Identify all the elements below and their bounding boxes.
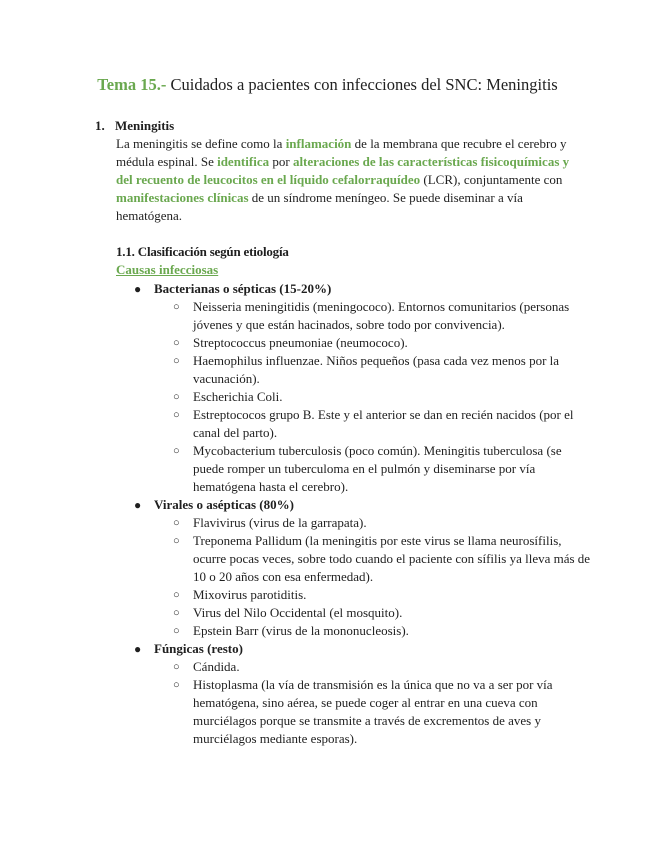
list-item <box>173 676 593 748</box>
list-item-text: Epstein Barr (virus de la mononucleosis). <box>193 623 409 638</box>
category-label: Virales o asépticas (80%) <box>154 497 294 512</box>
list-item-text: Estreptococos grupo B. Este y el anterior se dan en recién nacidos (por el canal del parto). <box>193 407 574 440</box>
subsection-heading: 1.1. Clasificación según etiología <box>116 244 289 259</box>
category-label: Bacterianas o sépticas (15-20%) <box>154 281 332 296</box>
para-highlight: manifestaciones clínicas <box>116 190 249 205</box>
bullet-icon: ● <box>134 642 142 656</box>
section-heading-text: Meningitis <box>115 118 175 133</box>
list-item-text: Mycobacterium tuberculosis (poco común). Meningitis tuberculosa (se puede romper un tuberculoma en el pulmón y diseminarse por vía hematógena hasta el cerebro). <box>193 443 562 494</box>
para-text: de un síndrome meníngeo. Se puede diseminar a vía hematógena. <box>116 190 523 223</box>
list-item-text: Mixovirus parotiditis. <box>193 587 307 602</box>
category-fungicas <box>134 640 243 658</box>
circle-bullet-icon: ○ <box>173 625 180 637</box>
para-highlight: inflamación <box>285 136 352 151</box>
list-item-text: Haemophilus influenzae. Niños pequeños (pasa cada vez menos por la vacunación). <box>193 353 560 386</box>
list-item-text: Histoplasma (la vía de transmisión es la única que no va a ser por vía hematógena, sino aérea, se puede coger al entrar en una cueva con murciélagos porque se transmite a través de excrementos de aves y murciélagos mediante esporas). <box>193 677 553 746</box>
category-virales <box>134 496 294 514</box>
section-heading-meningitis <box>95 118 174 134</box>
circle-bullet-icon: ○ <box>173 337 180 349</box>
list-item <box>173 514 593 532</box>
list-item <box>173 586 593 604</box>
list-item-text: Flavivirus (virus de la garrapata). <box>193 515 367 530</box>
circle-bullet-icon: ○ <box>173 589 180 601</box>
circle-bullet-icon: ○ <box>173 301 180 313</box>
list-item <box>173 532 593 586</box>
definition-paragraph <box>116 135 586 225</box>
page-title <box>0 75 655 95</box>
causas-infecciosas-heading: Causas infecciosas <box>116 262 219 277</box>
para-text: por <box>269 154 293 169</box>
list-item <box>173 352 593 388</box>
bullet-icon: ● <box>134 282 142 296</box>
list-item <box>173 604 593 622</box>
circle-bullet-icon: ○ <box>173 445 180 457</box>
circle-bullet-icon: ○ <box>173 355 180 367</box>
title-text: Cuidados a pacientes con infecciones del SNC: Meningitis <box>166 75 558 94</box>
list-item <box>173 622 593 640</box>
circle-bullet-icon: ○ <box>173 661 180 673</box>
para-highlight: alteraciones de las características fisicoquímicas y del recuento de leucocitos en el líquido cefalorraquídeo <box>116 154 570 187</box>
section-number: 1. <box>95 118 105 133</box>
para-text: La meningitis se define como la <box>116 136 286 151</box>
category-label: Fúngicas (resto) <box>154 641 243 656</box>
list-item <box>173 442 593 496</box>
list-item-text: Neisseria meningitidis (meningococo). Entornos comunitarios (personas jóvenes y que están hacinados, sobre todo por convivencia). <box>193 299 570 332</box>
list-item-text: Cándida. <box>193 659 240 674</box>
title-tema-number: Tema 15.- <box>97 75 167 94</box>
circle-bullet-icon: ○ <box>173 607 180 619</box>
list-item-text: Treponema Pallidum (la meningitis por este virus se llama neurosífilis, ocurre pocas veces, sobre todo cuando el paciente con sífilis ya lleva más de 10 o 20 años con esa enfermedad). <box>193 533 591 584</box>
list-item-text: Virus del Nilo Occidental (el mosquito). <box>193 605 403 620</box>
list-item <box>173 658 593 676</box>
circle-bullet-icon: ○ <box>173 517 180 529</box>
para-text: (LCR), conjuntamente con <box>420 172 563 187</box>
para-text: de la membrana que recubre el cerebro y médula espinal. Se <box>116 136 567 169</box>
list-item <box>173 388 593 406</box>
list-item-text: Escherichia Coli. <box>193 389 283 404</box>
list-item <box>173 406 593 442</box>
circle-bullet-icon: ○ <box>173 535 180 547</box>
circle-bullet-icon: ○ <box>173 409 180 421</box>
circle-bullet-icon: ○ <box>173 679 180 691</box>
list-item-text: Streptococcus pneumoniae (neumococo). <box>193 335 408 350</box>
para-highlight: identifica <box>217 154 270 169</box>
bullet-icon: ● <box>134 498 142 512</box>
list-item <box>173 298 593 334</box>
category-bacterianas <box>134 280 331 298</box>
list-item <box>173 334 593 352</box>
circle-bullet-icon: ○ <box>173 391 180 403</box>
